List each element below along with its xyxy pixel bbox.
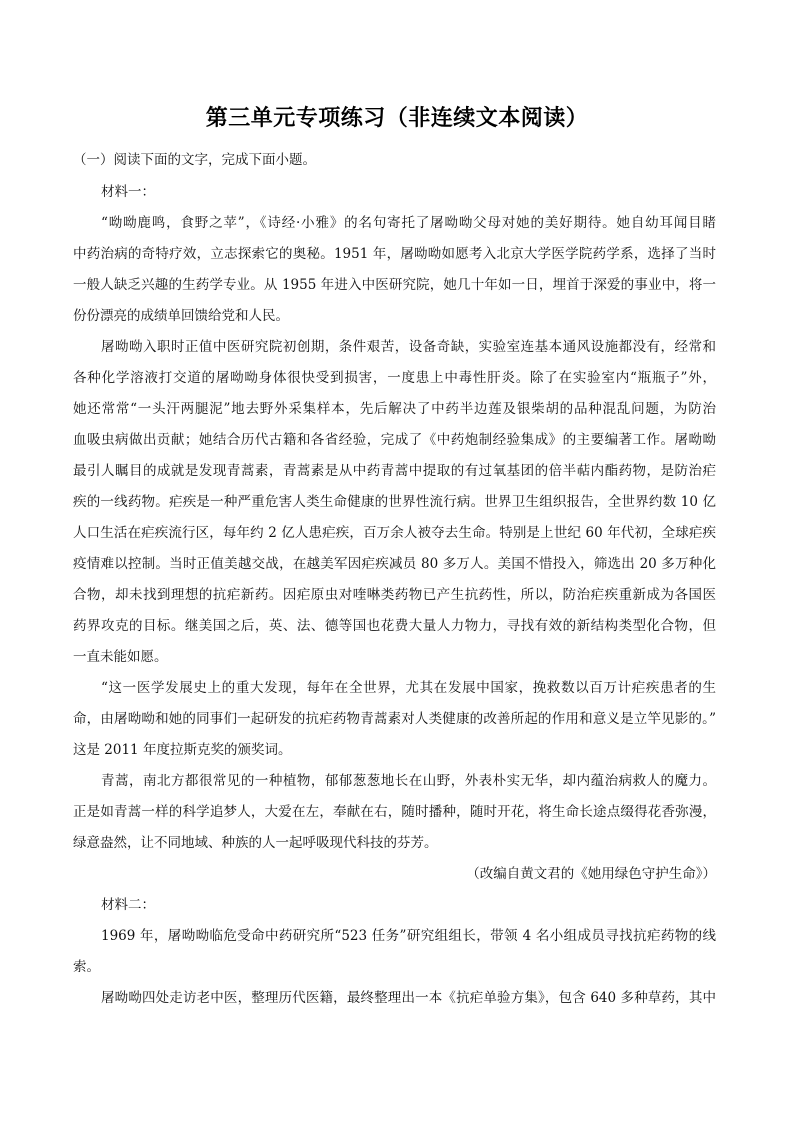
text-line: 中药治病的奇特疗效，立志探索它的奥秘。1951 年，屠呦呦如愿考入北京大学医学院药学系，选择了当时 [73,246,716,262]
text-line: 一直未能如愿。 [73,649,168,665]
page-title: 第三单元专项练习（非连续文本阅读） [205,106,589,131]
text-line: 一般人缺乏兴趣的生药学专业。从 1955 年进入中医研究院，她几十年如一日，埋首于深爱的事业中，将一 [73,277,716,293]
text-line: 疫情难以控制。当时正值美越交战，在越美军因疟疾减员 80 多万人。美国不惜投入，筛选出 20 多万种化 [73,556,716,572]
text-line: 各种化学溶液打交道的屠呦呦身体很快受到损害，一度患上中毒性肝炎。除了在实验室内“瓶瓶子”外， [73,370,716,386]
text-line: 1969 年，屠呦呦临危受命中药研究所“523 任务”研究组组长，带领 4 名小组成员寻找抗疟药物的线 [101,928,716,944]
text-line: 人口生活在疟疾流行区，每年约 2 亿人患疟疾，百万余人被夺去生命。特别是上世纪 60 年代初，全球疟疾 [73,525,716,541]
text-line: 屠呦呦四处走访老中医，整理历代医籍，最终整理出一本《抗疟单验方集》，包含 640 多种草药，其中 [101,990,716,1006]
text-line: 正是如青蒿一样的科学追梦人，大爱在左，奉献在右，随时播种，随时开花，将生命长途点缀得花香弥漫， [73,804,716,820]
text-line: 合物，却未找到理想的抗疟新药。因疟原虫对喹啉类药物已产生抗药性，所以，防治疟疾重新成为各国医 [73,587,716,603]
question-intro: （一）阅读下面的文字，完成下面小题。 [73,152,316,168]
text-line: “这一医学发展史上的重大发现，每年在全世界，尤其在发展中国家，挽救数以百万计疟疾患者的生 [101,680,716,696]
text-line: 她还常常“一头汗两腿泥”地去野外采集样本，先后解决了中药半边莲及银柴胡的品种混乱问题，为防治 [73,401,716,417]
text-line: 绿意盎然，让不同地域、种族的人一起呼吸现代科技的芬芳。 [73,835,438,851]
material-label: 材料二： [101,897,155,913]
text-line: 最引人瞩目的成就是发现青蒿素，青蒿素是从中药青蒿中提取的有过氧基团的倍半萜内酯药物，是防治疟 [73,463,716,479]
text-line: “呦呦鹿鸣，食野之苹”，《诗经·小雅》的名句寄托了屠呦呦父母对她的美好期待。她自幼耳闻目睹 [101,215,716,231]
text-line: 药界攻克的目标。继美国之后，英、法、德等国也花费大量人力物力，寻找有效的新结构类型化合物，但 [73,618,716,634]
material-label: 材料一： [101,184,155,200]
text-line: 索。 [73,959,100,975]
text-line: 这是 2011 年度拉斯克奖的颁奖词。 [73,742,292,758]
text-line: 命，由屠呦呦和她的同事们一起研发的抗疟药物青蒿素对人类健康的改善所起的作用和意义是立竿见影的。” [73,711,716,727]
text-line: 血吸虫病做出贡献；她结合历代古籍和各省经验，完成了《中药炮制经验集成》的主要编著工作。屠呦呦 [73,432,716,448]
source-citation: （改编自黄文君的《她用绿色守护生命》） [466,866,716,882]
text-line: 份份漂亮的成绩单回馈给党和人民。 [73,308,289,324]
text-line: 青蒿，南北方都很常见的一种植物，郁郁葱葱地长在山野，外表朴实无华，却内蕴治病救人的魔力。 [101,773,716,789]
text-line: 屠呦呦入职时正值中医研究院初创期，条件艰苦，设备奇缺，实验室连基本通风设施都没有，经常和 [101,339,716,355]
text-line: 疾的一线药物。疟疾是一种严重危害人类生命健康的世界性流行病。世界卫生组织报告，全世界约数 10 亿 [73,494,716,510]
